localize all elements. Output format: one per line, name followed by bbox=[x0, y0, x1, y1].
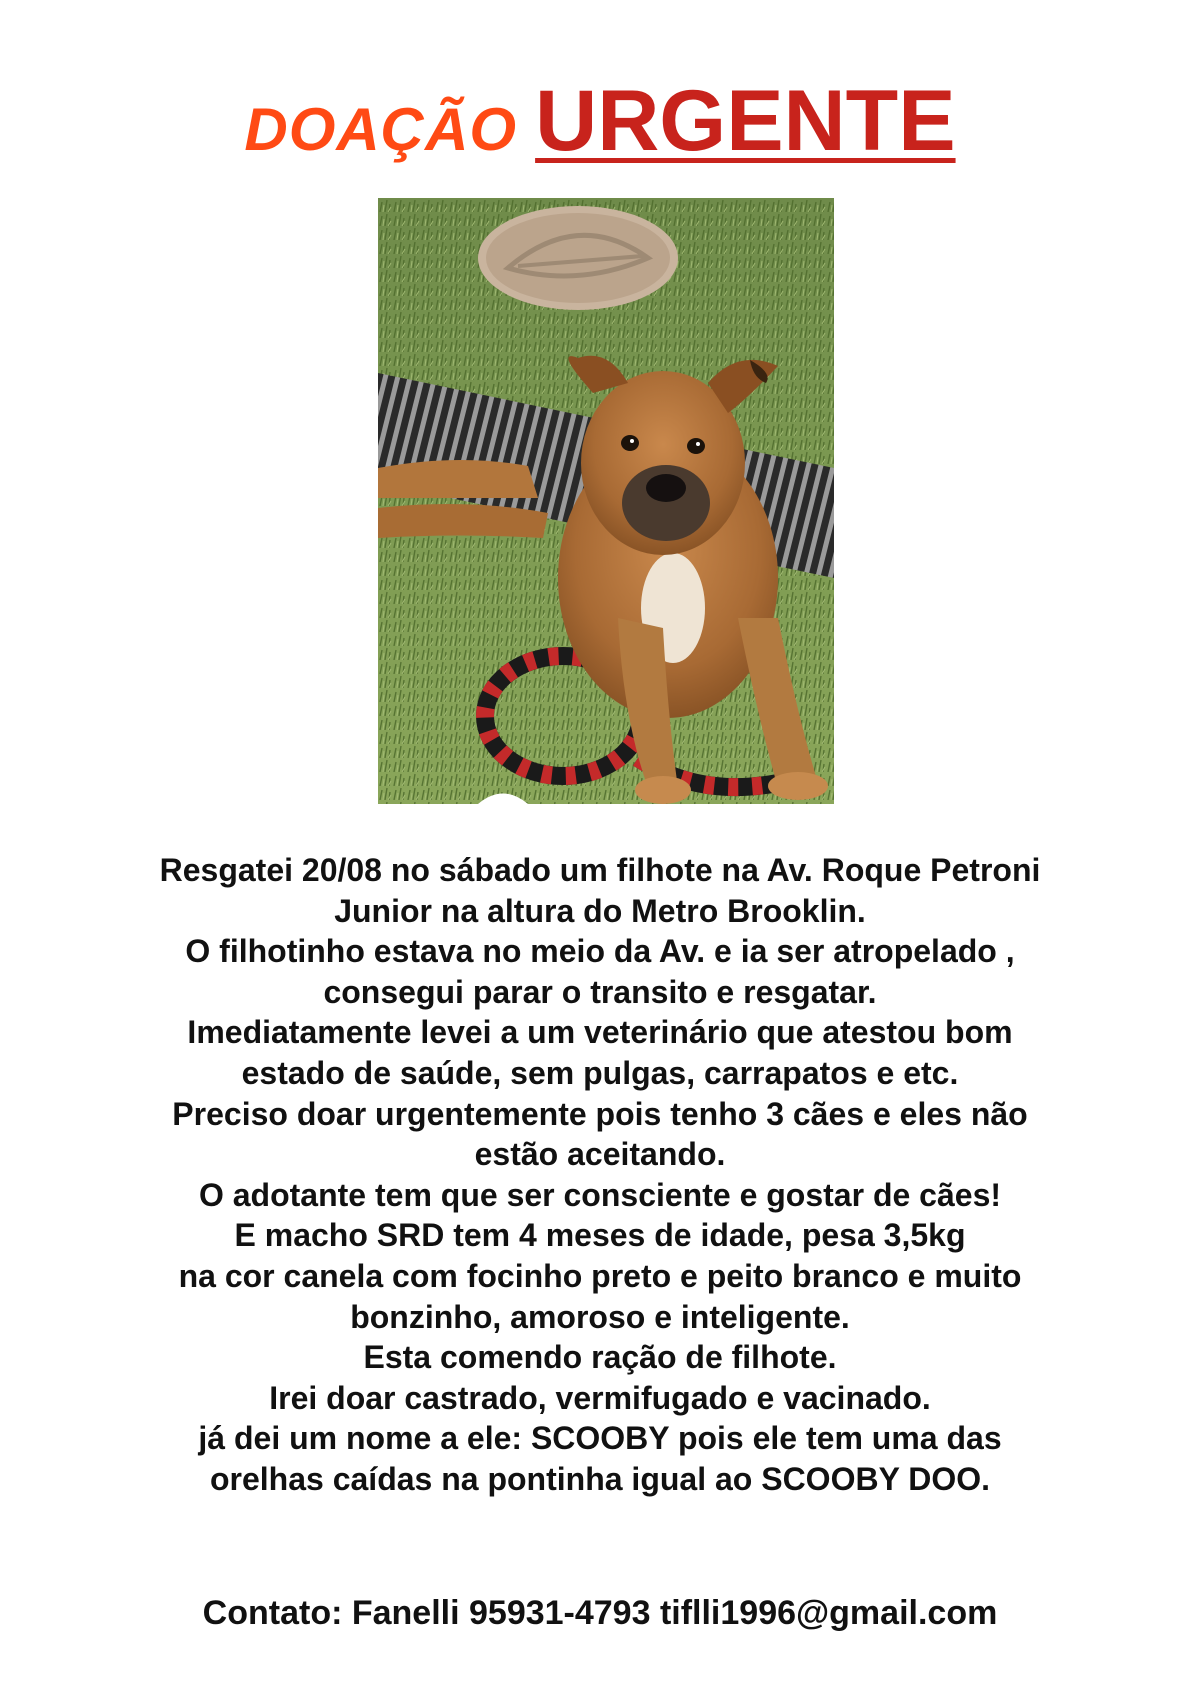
description-line: já dei um nome a ele: SCOOBY pois ele tem uma das bbox=[198, 1420, 1002, 1457]
description-line: E macho SRD tem 4 meses de idade, pesa 3,5kg bbox=[234, 1217, 966, 1254]
description-line: bonzinho, amoroso e inteligente. bbox=[350, 1298, 850, 1335]
description-line: Imediatamente levei a um veterinário que atestou bom bbox=[187, 1014, 1013, 1051]
description-line: Preciso doar urgentemente pois tenho 3 cães e eles não bbox=[172, 1095, 1028, 1132]
stepping-stone bbox=[478, 206, 678, 310]
title-urgente: URGENTE bbox=[535, 73, 956, 169]
description-line: estado de saúde, sem pulgas, carrapatos e etc. bbox=[241, 1054, 959, 1091]
title-doacao: DOAÇÃO bbox=[244, 96, 518, 163]
description-line: na cor canela com focinho preto e peito branco e muito bbox=[178, 1257, 1022, 1294]
description-line: Esta comendo ração de filhote. bbox=[363, 1339, 837, 1376]
description-line: O filhotinho estava no meio da Av. e ia ser atropelado , bbox=[185, 933, 1015, 970]
description-line: consegui parar o transito e resgatar. bbox=[323, 973, 877, 1010]
description-line: Junior na altura do Metro Brooklin. bbox=[334, 892, 866, 929]
description-text bbox=[60, 850, 1140, 1500]
description-line: estão aceitando. bbox=[474, 1136, 726, 1173]
description-line: O adotante tem que ser consciente e gostar de cães! bbox=[198, 1176, 1002, 1213]
poster-title bbox=[0, 73, 1200, 169]
description-line: orelhas caídas na pontinha igual ao SCOOBY DOO. bbox=[209, 1460, 990, 1497]
contact-info: Contato: Fanelli 95931-4793 tiflli1996@gmail.com bbox=[202, 1594, 998, 1632]
description-line: Resgatei 20/08 no sábado um filhote na Av. Roque Petroni bbox=[159, 852, 1041, 888]
description-line: Irei doar castrado, vermifugado e vacinado. bbox=[269, 1379, 931, 1416]
puppy-photo bbox=[378, 198, 834, 804]
